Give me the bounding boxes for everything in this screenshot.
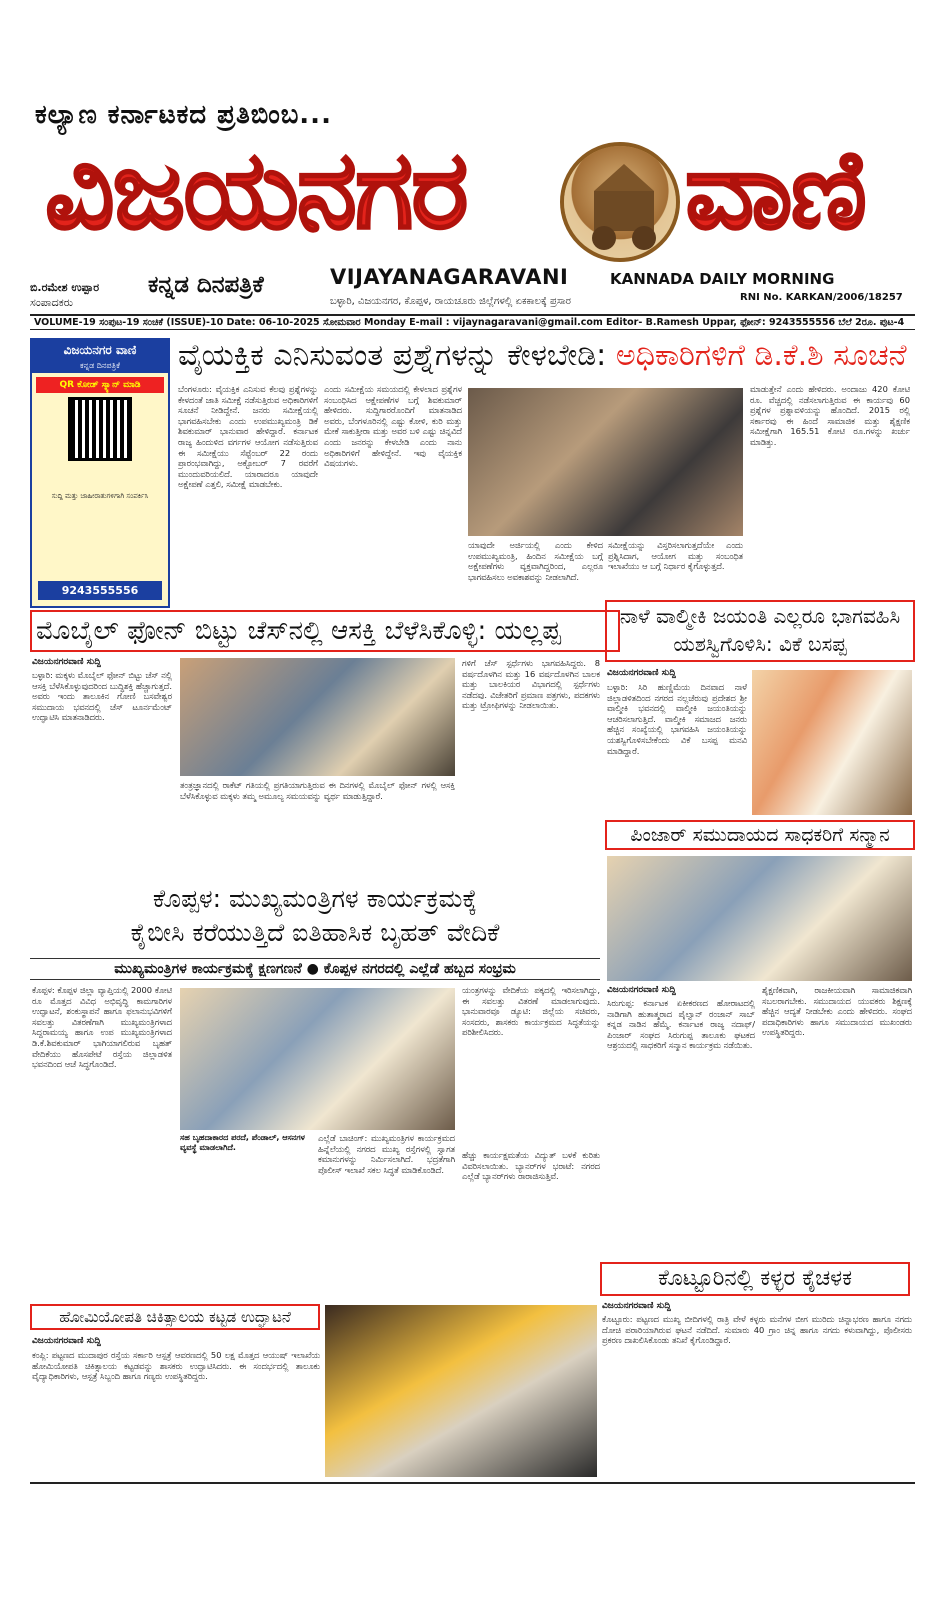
qr-code-icon (68, 397, 132, 461)
kannada-daily-label: ಕನ್ನಡ ದಿನಪತ್ರಿಕೆ (148, 272, 264, 298)
chariot-logo-icon (560, 142, 680, 262)
english-name: VIJAYANAGARAVANI (330, 265, 569, 289)
story3-byline: ವಿಜಯನಗರವಾಣಿ ಸುದ್ದಿ (607, 668, 676, 678)
story5-subhead: ಮುಖ್ಯಮಂತ್ರಿಗಳ ಕಾರ್ಯಕ್ರಮಕ್ಕೆ ಕ್ಷಣಗಣನೆ ● ಕೊಪ್ಪಳ ನಗರದಲ್ಲಿ ಎಲ್ಲೆಡೆ ಹಬ್ಬದ ಸಂಭ್ರಮ (30, 958, 600, 980)
story3-portrait (752, 670, 912, 815)
story6-headline: ಕೊಟ್ಟೂರಿನಲ್ಲಿ ಕಳ್ಳರ ಕೈಚಳಕ (600, 1262, 910, 1296)
story5-caption: ಸಹ ಬೃಹದಾಕಾರದ ಪರದೆ, ಪೆಂಡಾಲ್, ಆಸನಗಳ ವ್ಯವಸ್ಥೆ ಮಾಡಲಾಗಿದೆ. (180, 1133, 305, 1152)
story2-col3: ಗಳಿಗೆ ಚೆಸ್ ಸ್ಪರ್ಧೆಗಳು ಭಾಗವಹಿಸಿದ್ದರು. 8 ವರ್ಷದೊಳಗಿನ ಮತ್ತು 16 ವರ್ಷದೊಳಗಿನ ಬಾಲಕ ಮತ್ತು ಬಾಲಕಿಯರ ವಿಭಾಗದಲ್ಲಿ ಸ್ಪರ್ಧೆಗಳು ನಡೆದವು. ವಿಜೇತರಿಗೆ ಪ್ರಮಾಣ ಪತ್ರಗಳು, ಪದಕಗಳು ಮತ್ತು ಟ್ರೋಫಿಗಳನ್ನು ನೀಡಲಾಯಿತು. (462, 658, 600, 711)
story2-headline: ಮೊಬೈಲ್ ಫೋನ್ ಬಿಟ್ಟು ಚೆಸ್‌ನಲ್ಲಿ ಆಸಕ್ತಿ ಬೆಳೆಸಿಕೊಳ್ಳಿ: ಯಲ್ಲಪ್ಪ (30, 610, 620, 652)
masthead-name-left: ವಿಜಯನಗರ (45, 127, 467, 253)
story7-photo (325, 1305, 597, 1477)
masthead-name-right: ವಾಣಿ (685, 127, 865, 253)
story5-col2: ಎಲ್ಲೆಡೆ ಬಾಚಿಂಗ್: ಮುಖ್ಯಮಂತ್ರಿಗಳ ಕಾರ್ಯಕ್ರಮದ ಹಿನ್ನೆಲೆಯಲ್ಲಿ ನಗರದ ಮುಖ್ಯ ರಸ್ತೆಗಳಲ್ಲಿ ಸ್ವಾಗತ ಕಮಾನುಗಳನ್ನು ನಿರ್ಮಿಸಲಾಗಿದೆ. ಭದ್ರತೆಗಾಗಿ ಪೊಲೀಸ್ ಇಲಾಖೆ ಸಕಲ ಸಿದ್ಧತೆ ಮಾಡಿಕೊಂಡಿದೆ. (318, 1133, 455, 1175)
story2-col1: ಬಳ್ಳಾರಿ: ಮಕ್ಕಳು ಮೊಬೈಲ್ ಫೋನ್ ಬಿಟ್ಟು ಚೆಸ್ ನಲ್ಲಿ ಆಸಕ್ತಿ ಬೆಳೆಸಿಕೊಳ್ಳುವುದರಿಂದ ಬುದ್ಧಿಶಕ್ತಿ ಹೆಚ್ಚಾಗುತ್ತದೆ. ಅವರು ಇಂದು ತಾಲೂಕಿನ ಗೋಣಿ ಬಸವೇಶ್ವರ ಸಮುದಾಯ ಭವನದಲ್ಲಿ ಚೆಸ್ ಟೂರ್ನಮೆಂಟ್ ಉದ್ಘಾಟಿಸಿ ಮಾತನಾಡಿದರು. (32, 670, 172, 723)
ad-line: ಸುದ್ದಿ ಮತ್ತು ಜಾಹೀರಾತುಗಳಿಗಾಗಿ ಸಂಪರ್ಕಿಸಿ (51, 492, 149, 500)
ad-phone: 9243555556 (38, 581, 162, 600)
story4-col2: ಶೈಕ್ಷಣಿಕವಾಗಿ, ರಾಜಕೀಯವಾಗಿ ಸಾಮಾಜಿಕವಾಗಿ ಸಬಲರಾಗಬೇಕು. ಸಮುದಾಯದ ಯುವಕರು ಶಿಕ್ಷಣಕ್ಕೆ ಹೆಚ್ಚಿನ ಆದ್ಯತೆ ನೀಡಬೇಕು ಎಂದು ಹೇಳಿದರು. ಸಂಘದ ಪದಾಧಿಕಾರಿಗಳು ಹಾಗೂ ಸಮುದಾಯದ ಮುಖಂಡರು ಉಪಸ್ಥಿತರಿದ್ದರು. (762, 985, 912, 1038)
story2-photo (180, 658, 455, 776)
story1-headline-a: ವೈಯಕ್ತಿಕ ಎನಿಸುವಂತ ಪ್ರಶ್ನೆಗಳನ್ನು ಕೇಳಬೇಡಿ: (178, 338, 607, 373)
story4-photo (607, 856, 912, 981)
story7-body: ಕಂಪ್ಲಿ: ಪಟ್ಟಣದ ಮುದಾಪುರ ರಸ್ತೆಯ ಸರ್ಕಾರಿ ಆಸ್ಪತ್ರೆ ಆವರಣದಲ್ಲಿ 50 ಲಕ್ಷ ಮೊತ್ತದ ಆಯುಷ್ ಇಲಾಖೆಯ ಹೋಮಿಯೋಪತಿ ಚಿಕಿತ್ಸಾಲಯ ಕಟ್ಟಡವನ್ನು ಶಾಸಕರು ಉದ್ಘಾಟಿಸಿದರು. ಈ ಸಂದರ್ಭದಲ್ಲಿ ತಾಲೂಕು ವೈದ್ಯಾಧಿಕಾರಿಗಳು, ಆಸ್ಪತ್ರೆ ಸಿಬ್ಬಂದಿ ಹಾಗೂ ಗಣ್ಯರು ಉಪಸ್ಥಿತರಿದ್ದರು. (32, 1350, 320, 1382)
story1-photo (468, 388, 743, 536)
editor-name: ಬಿ.ರಮೇಶ ಉಪ್ಪಾರ (30, 281, 100, 294)
story4-byline: ವಿಜಯನಗರವಾಣಿ ಸುದ್ದಿ (607, 985, 676, 995)
editor-block (30, 280, 99, 310)
story6-body: ಕೊಟ್ಟೂರು: ಪಟ್ಟಣದ ಮುಖ್ಯ ಬೀದಿಗಳಲ್ಲಿ ರಾತ್ರಿ ವೇಳೆ ಕಳ್ಳರು ಮನೆಗಳ ಬೀಗ ಮುರಿದು ಚಿನ್ನಾಭರಣ ಹಾಗೂ ನಗದು ದೋಚಿ ಪರಾರಿಯಾಗಿರುವ ಘಟನೆ ನಡೆದಿದೆ. ಸುಮಾರು 40 ಗ್ರಾಂ ಚಿನ್ನ ಹಾಗೂ ನಗದು ಕಳುವಾಗಿದ್ದು, ಪೊಲೀಸರು ಪ್ರಕರಣ ದಾಖಲಿಸಿಕೊಂಡು ತನಿಖೆ ಕೈಗೊಂಡಿದ್ದಾರೆ. (602, 1314, 912, 1346)
published-in: ಬಳ್ಳಾರಿ, ವಿಜಯನಗರ, ಕೊಪ್ಪಳ, ರಾಯಚೂರು ಜಿಲ್ಲೆಗಳಲ್ಲಿ ಏಕಕಾಲಕ್ಕೆ ಪ್ರಸಾರ (330, 296, 571, 307)
ad-banner: QR ಕೋಡ್ ಸ್ಕ್ಯಾನ್ ಮಾಡಿ (36, 377, 164, 393)
story5-headline (30, 882, 600, 950)
rni-number: RNI No. KARKAN/2006/18257 (740, 292, 903, 303)
story5-col1: ಕೊಪ್ಪಳ: ಕೊಪ್ಪಳ ಜಿಲ್ಲಾ ವ್ಯಾಪ್ತಿಯಲ್ಲಿ 2000 ಕೋಟಿ ರೂ ಮೊತ್ತದ ವಿವಿಧ ಅಭಿವೃದ್ಧಿ ಕಾಮಗಾರಿಗಳ ಉದ್ಘಾಟನೆ, ಶಂಕುಸ್ಥಾಪನೆ ಹಾಗೂ ಫಲಾನುಭವಿಗಳಿಗೆ ಸವಲತ್ತು ವಿತರಣೆಗಾಗಿ ಮುಖ್ಯಮಂತ್ರಿಗಳಾದ ಸಿದ್ದರಾಮಯ್ಯ ಹಾಗೂ ಉಪ ಮುಖ್ಯಮಂತ್ರಿಗಳಾದ ಡಿ.ಕೆ.ಶಿವಕುಮಾರ್ ಭಾಗಿಯಾಗಲಿರುವ ಬೃಹತ್ ವೇದಿಕೆಯು ಹೊಸಪೇಟೆ ರಸ್ತೆಯ ಜಿಲ್ಲಾಡಳಿತ ಭವನದಿಂದ ಆಚೆ ಸಿದ್ಧಗೊಂಡಿದೆ. (32, 985, 172, 1070)
story4-headline: ಪಿಂಜಾರ್ ಸಮುದಾಯದ ಸಾಧಕರಿಗೆ ಸನ್ಮಾನ (605, 820, 915, 850)
story5-headline-line2: ಕೈಬೀಸಿ ಕರೆಯುತ್ತಿದೆ ಐತಿಹಾಸಿಕ ಬೃಹತ್ ವೇದಿಕೆ (130, 918, 500, 947)
story1-col3: ಯಾವುದೇ ಅರ್ಜಿಯಲ್ಲಿ ಎಂದು ಕೇಳಿದ ಉಪಮುಖ್ಯಮಂತ್ರಿ, ಹಿಂದಿನ ಸಮೀಕ್ಷೆಯ ಬಗ್ಗೆ ಅಕ್ಷೇಪಣೆಗಳು ವ್ಯಕ್ತವಾಗಿದ್ದರಿಂದ, ಎಲ್ಲರೂ ಭಾಗವಹಿಸಲು ಅವಕಾಶವನ್ನು ನೀಡಲಾಗಿದೆ. (468, 540, 603, 582)
bottom-rule (30, 1482, 915, 1484)
story1-col1: ಬೆಂಗಳೂರು: ವೈಯಕ್ತಿಕ ಎನಿಸುವ ಕೆಲವು ಪ್ರಶ್ನೆಗಳನ್ನು ಕೇಳದಂತೆ ಜಾತಿ ಸಮೀಕ್ಷೆ ನಡೆಸುತ್ತಿರುವ ಅಧಿಕಾರಿಗಳಿಗೆ ಸೂಚನೆ ನೀಡಿದ್ದೇನೆ. ಜನರು ಸಮೀಕ್ಷೆಯಲ್ಲಿ ಭಾಗವಹಿಸಬೇಕು ಎಂದು ಉಪಮುಖ್ಯಮಂತ್ರಿ ಡಿಕೆ ಶಿವಕುಮಾರ್ ಭಾನುವಾರ ಹೇಳಿದ್ದಾರೆ. ಕರ್ನಾಟಕ ರಾಜ್ಯ ಹಿಂದುಳಿದ ವರ್ಗಗಳ ಆಯೋಗ ನಡೆಸುತ್ತಿರುವ ಈ ಸಮೀಕ್ಷೆಯು ಸೆಪ್ಟೆಂಬರ್ 22 ರಂದು ಪ್ರಾರಂಭವಾಗಿದ್ದು, ಅಕ್ಟೋಬರ್ 7 ರವರೆಗೆ ಮುಂದುವರಿಯಲಿದೆ. ಯಾರಾದರೂ ಯಾವುದೇ ಅಕ್ಷೇಪಣೆ ಎತ್ತಲಿ, ಸಮೀಕ್ಷೆ ಮಾಡಬೇಕು. (178, 384, 318, 490)
story5-col3: ಯಂತ್ರಗಳನ್ನು ವೇದಿಕೆಯ ಪಕ್ಕದಲ್ಲಿ ಇರಿಸಲಾಗಿದ್ದು, ಈ ಸವಲತ್ತು ವಿತರಣೆ ಮಾಡಲಾಗುವುದು. ಭಾನುವಾರವೂ ಡ್ಯೂಟಿ: ಜಿಲ್ಲೆಯ ಸಚಿವರು, ಸಂಸದರು, ಶಾಸಕರು ಕಾರ್ಯಕ್ರಮದ ಸಿದ್ಧತೆಯನ್ನು ಪರಿಶೀಲಿಸಿದರು. (462, 985, 600, 1038)
story6-byline: ವಿಜಯನಗರವಾಣಿ ಸುದ್ದಿ (602, 1301, 671, 1311)
ad-subtitle: ಕನ್ನಡ ದಿನಪತ್ರಿಕೆ (32, 361, 168, 373)
story1-headline (178, 338, 918, 376)
story1-col4: ಸಮೀಕ್ಷೆಯನ್ನು ವಿಸ್ತರಿಸಲಾಗುತ್ತದೆಯೇ ಎಂದು ಪ್ರಶ್ನಿಸಿದಾಗ, ಆಯೋಗ ಮತ್ತು ಸಂಬಂಧಿತ ಇಲಾಖೆಯು ಆ ಬಗ್ಗೆ ನಿರ್ಧಾರ ಕೈಗೊಳ್ಳುತ್ತದೆ. (608, 540, 743, 572)
story1-headline-b: ಅಧಿಕಾರಿಗಳಿಗೆ ಡಿ.ಕೆ.ಶಿ ಸೂಚನೆ (615, 338, 907, 373)
story7-headline: ಹೋಮಿಯೋಪತಿ ಚಿಕಿತ್ಸಾಲಯ ಕಟ್ಟಡ ಉದ್ಘಾಟನೆ (30, 1304, 320, 1330)
story5-col4: ಹೆಚ್ಚು ಕಾರ್ಯಕ್ಷಮತೆಯ ವಿದ್ಯುತ್ ಬಳಕೆ ಕುರಿತು ವಿವರಿಸಲಾಯಿತು. ಬ್ಯಾನರ್‌ಗಳ ಭರಾಟೆ: ನಗರದ ಎಲ್ಲೆಡೆ ಬ್ಯಾನರ್‌ಗಳು ರಾರಾಜಿಸುತ್ತಿವೆ. (462, 1150, 600, 1182)
story7-byline: ವಿಜಯನಗರವಾಣಿ ಸುದ್ದಿ (32, 1336, 101, 1346)
qr-advertisement (30, 338, 170, 608)
story3-headline: ನಾಳೆ ವಾಲ್ಮೀಕಿ ಜಯಂತಿ ಎಲ್ಲರೂ ಭಾಗವಹಿಸಿ ಯಶಸ್ವಿಗೊಳಿಸಿ: ವಿಕೆ ಬಸಪ್ಪ (605, 600, 915, 662)
story4-col1: ಸಿರುಗುಪ್ಪ: ಕರ್ನಾಟಕ ಏಕೀಕರಣದ ಹೋರಾಟದಲ್ಲಿ ನಾಡಿಗಾಗಿ ಹುತಾತ್ಮರಾದ ಪೈಲ್ವಾನ್ ರಂಜಾನ್ ಸಾಬ್ ಕನ್ನಡ ನಾಡಿನ ಹೆಮ್ಮೆ. ಕರ್ನಾಟಕ ರಾಜ್ಯ ನದಾಫ್/ಪಿಂಜಾರ್ ಸಂಘದ ಸಿರುಗುಪ್ಪ ತಾಲೂಕು ಘಟಕದ ಆಶ್ರಯದಲ್ಲಿ ಸಾಧಕರಿಗೆ ಸನ್ಮಾನ ಕಾರ್ಯಕ್ರಮ ನಡೆಯಿತು. (607, 998, 755, 1051)
story5-photo (180, 988, 455, 1130)
story1-col2: ಎಂದು ಸಮೀಕ್ಷೆಯ ಸಮಯದಲ್ಲಿ ಕೇಳಲಾದ ಪ್ರಶ್ನೆಗಳ ಸಂಬಂಧಿಸಿದ ಆಕ್ಷೇಪಣೆಗಳ ಬಗ್ಗೆ ಶಿವಕುಮಾರ್ ಹೇಳಿದರು. ಸುದ್ದಿಗಾರರೊಂದಿಗೆ ಮಾತನಾಡಿದ ಅವರು, ಬೆಂಗಳೂರಿನಲ್ಲಿ ಎಷ್ಟು ಕೋಳಿ, ಕುರಿ ಮತ್ತು ಮೇಕೆ ಸಾಕುತ್ತೀರಾ ಮತ್ತು ಅವರ ಬಳಿ ಎಷ್ಟು ಚಿನ್ನವಿದೆ ಎಂದು ಜನರನ್ನು ಕೇಳಬೇಡಿ ಎಂದು ನಾನು ಅಧಿಕಾರಿಗಳಿಗೆ ಹೇಳಿದ್ದೇನೆ. ಇವು ವೈಯಕ್ತಿಕ ವಿಷಯಗಳು. (324, 384, 462, 469)
story1-col5: ಮಾಡುತ್ತೇನೆ ಎಂದು ಹೇಳಿದರು. ಅಂದಾಜು 420 ಕೋಟಿ ರೂ. ವೆಚ್ಚದಲ್ಲಿ ನಡೆಸಲಾಗುತ್ತಿರುವ ಈ ಕಾರ್ಯವು 60 ಪ್ರಶ್ನೆಗಳ ಪ್ರಶ್ನಾವಳಿಯನ್ನು ಹೊಂದಿದೆ. 2015 ರಲ್ಲಿ ಸರ್ಕಾರವು ಈ ಹಿಂದೆ ಸಾಮಾಜಿಕ ಮತ್ತು ಶೈಕ್ಷಣಿಕ ಸಮೀಕ್ಷೆಗಾಗಿ 165.51 ಕೋಟಿ ರೂ.ಗಳನ್ನು ಖರ್ಚು ಮಾಡಿತ್ತು. (750, 384, 910, 447)
story3-body: ಬಳ್ಳಾರಿ: ಸಿರಿ ಹುಣ್ಣಿಮೆಯ ದಿನವಾದ ನಾಳೆ ಜಿಲ್ಲಾಡಳಿತದಿಂದ ನಗರದ ನಲ್ಲಚೆರುವು ಪ್ರದೇಶದ ಶ್ರೀ ವಾಲ್ಮೀಕಿ ಭವನದಲ್ಲಿ ವಾಲ್ಮೀಕಿ ಜಯಂತಿಯನ್ನು ಆಚರಿಸಲಾಗುತ್ತಿದೆ. ವಾಲ್ಮೀಕಿ ಸಮಾಜದ ಜನರು ಹೆಚ್ಚಿನ ಸಂಖ್ಯೆಯಲ್ಲಿ ಭಾಗವಹಿಸಿ ಜಯಂತಿಯನ್ನು ಯಶಸ್ವಿಗೊಳಿಸಬೇಕೆಂದು ವಿಕೆ ಬಸಪ್ಪ ಮನವಿ ಮಾಡಿದ್ದಾರೆ. (607, 682, 747, 756)
story2-byline: ವಿಜಯನಗರವಾಣಿ ಸುದ್ದಿ (32, 657, 101, 667)
issue-info-bar: VOLUME-19 ಸಂಪುಟ-19 ಸಂಚಿಕೆ (ISSUE)-10 Date: 06-10-2025 ಸೋಮವಾರ Monday E-mail : vijaynagaravani@gmail.com Editor- B.Ramesh Uppar, ಫೋನ್: 9243555556 ಬೆಲೆ 2ರೂ. ಪುಟ-4 (30, 314, 915, 330)
story2-col2: ತಂತ್ರಜ್ಞಾನದಲ್ಲಿ ರಾಕೆಟ್ ಗತಿಯಲ್ಲಿ ಪ್ರಗತಿಯಾಗುತ್ತಿರುವ ಈ ದಿನಗಳಲ್ಲಿ ಮೊಬೈಲ್ ಫೋನ್ ಗಳಲ್ಲಿ ಆಸಕ್ತಿ ಬೆಳೆಸಿಕೊಳ್ಳುವ ಮಕ್ಕಳು ತಮ್ಮ ಅಮೂಲ್ಯ ಸಮಯವನ್ನು ವ್ಯರ್ಥ ಮಾಡುತ್ತಿದ್ದಾರೆ. (180, 780, 455, 801)
ad-title: ವಿಜಯನಗರ ವಾಣಿ (32, 340, 168, 361)
masthead-tagline: ಕಲ್ಯಾಣ ಕರ್ನಾಟಕದ ಪ್ರತಿಬಿಂಬ... (35, 100, 332, 130)
story5-headline-line1: ಕೊಪ್ಪಳ: ಮುಖ್ಯಮಂತ್ರಿಗಳ ಕಾರ್ಯಕ್ರಮಕ್ಕೆ (152, 884, 478, 913)
english-sub: KANNADA DAILY MORNING (610, 270, 835, 288)
editor-role: ಸಂಪಾದಕರು (30, 296, 74, 309)
